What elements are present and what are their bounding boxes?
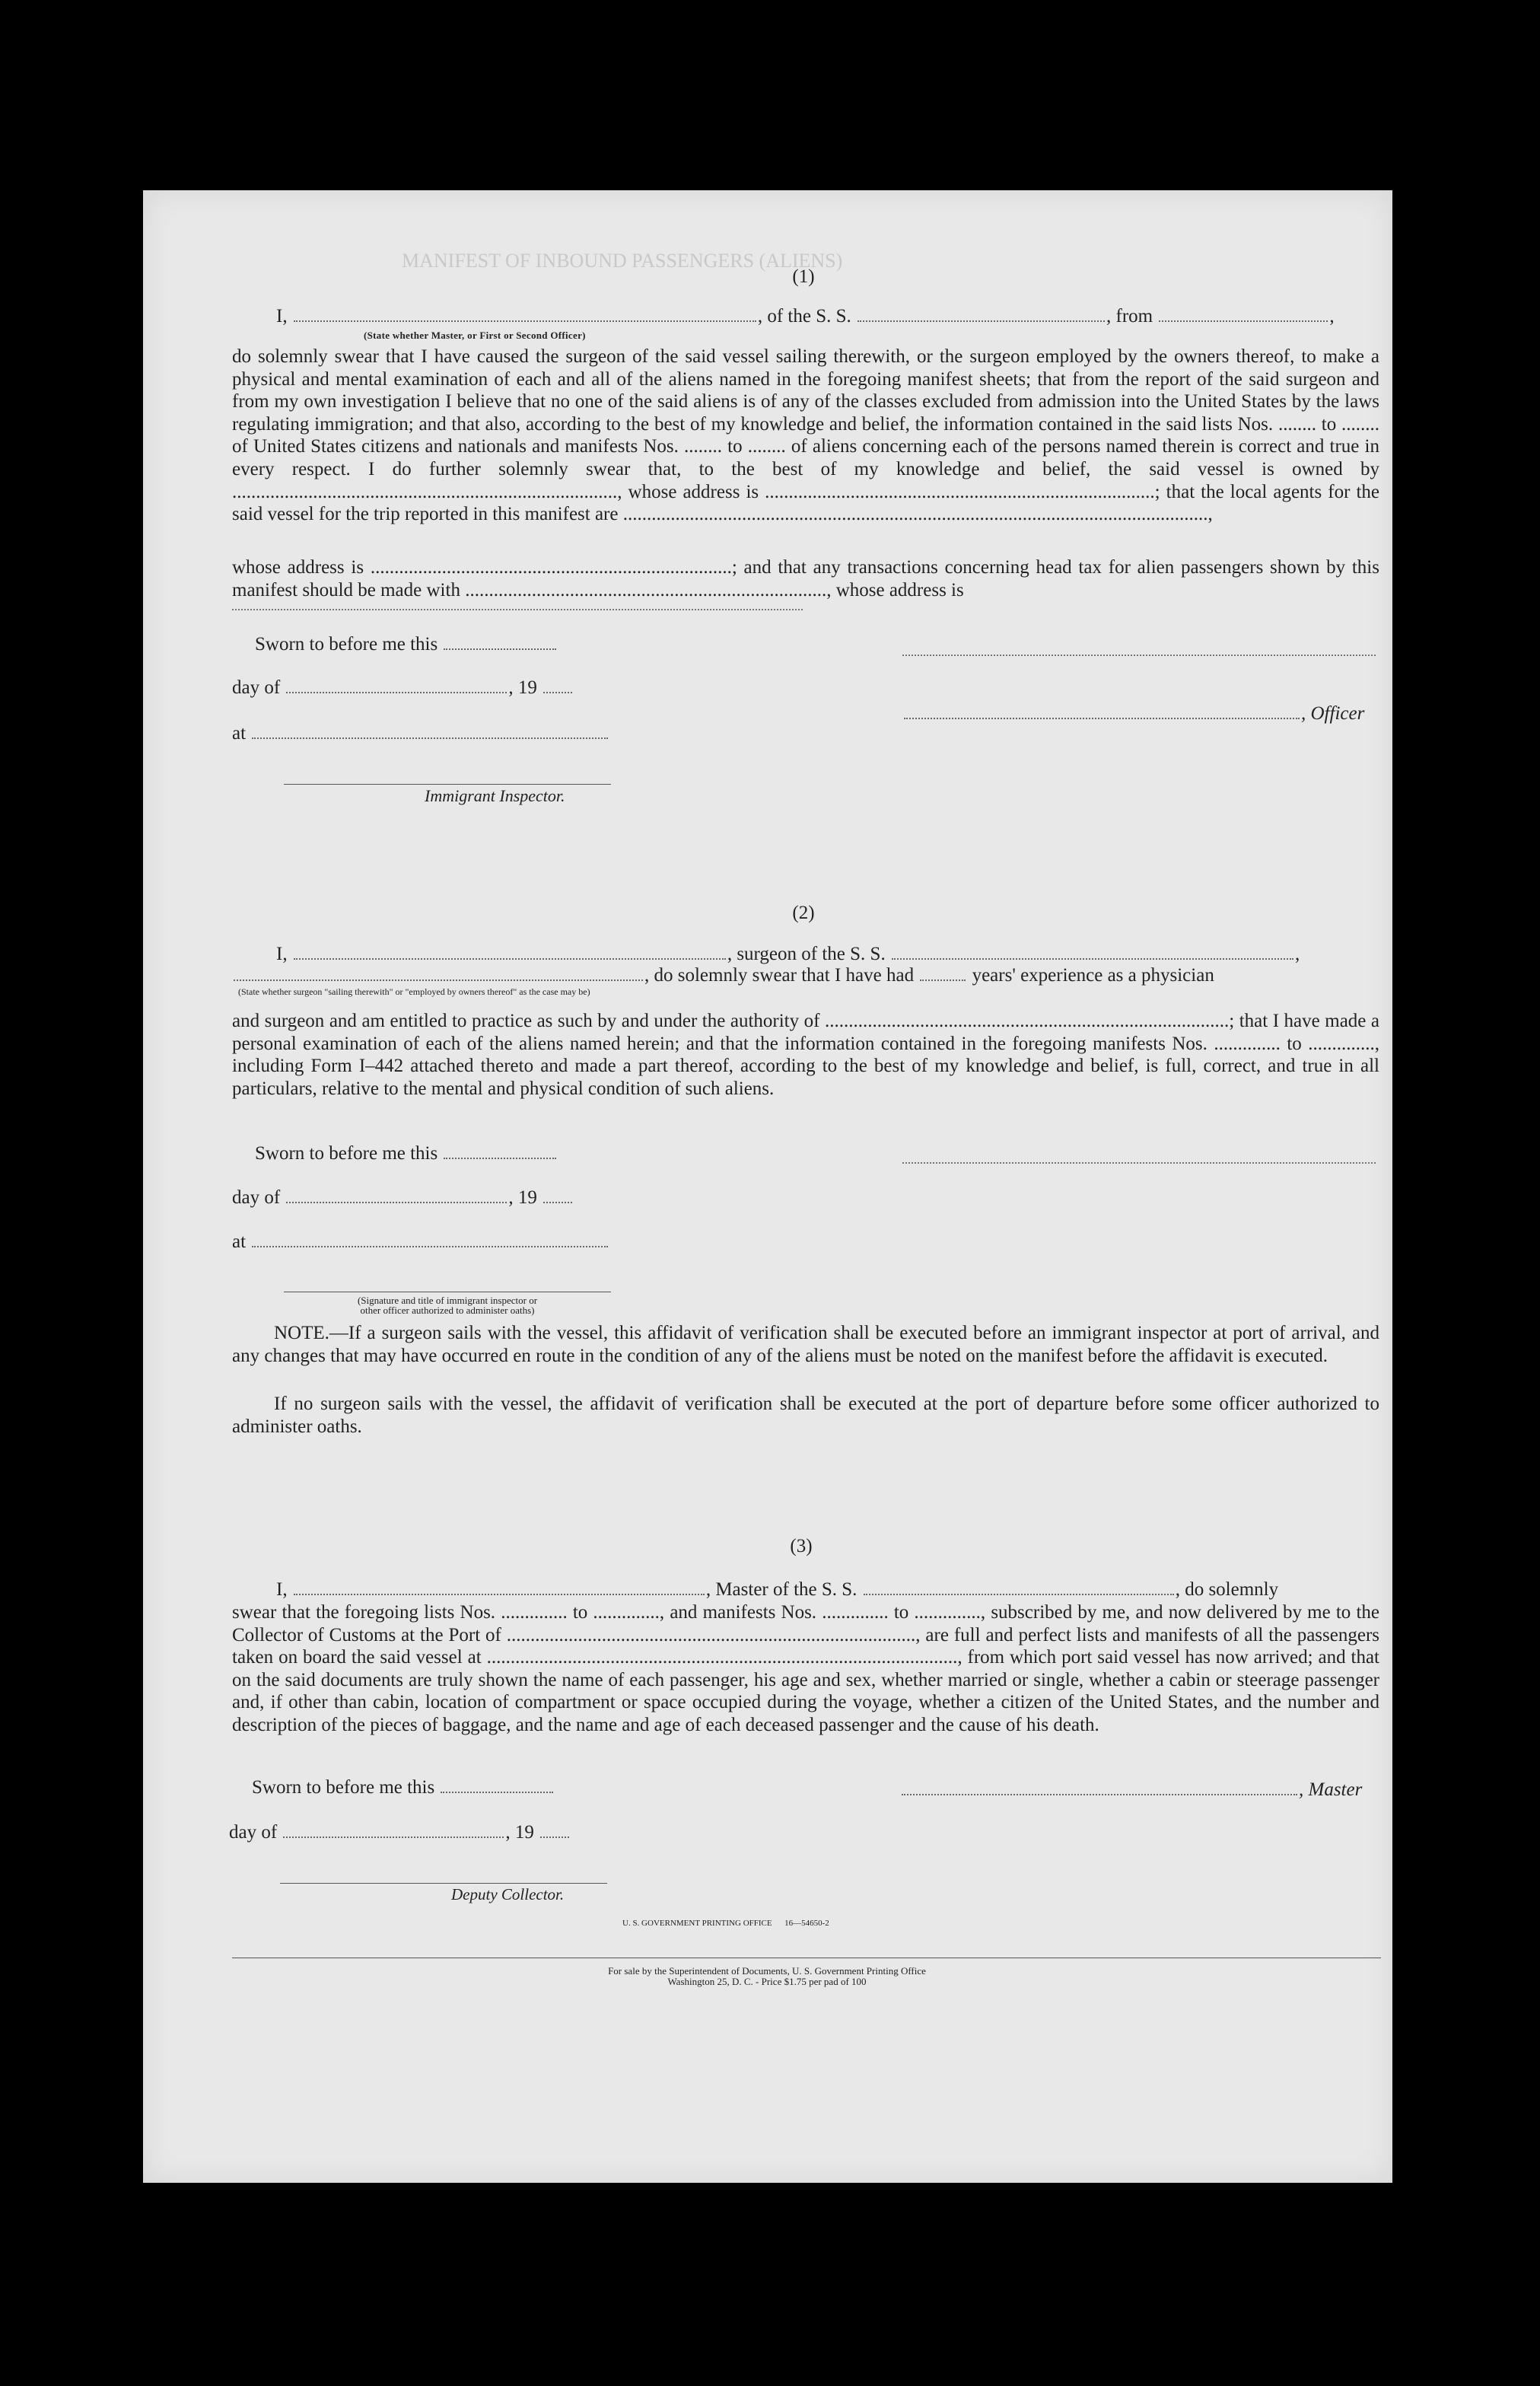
punch-hole — [1437, 633, 1479, 676]
section3-body: swear that the foregoing lists Nos. .............. to .............., and manifests Nos. .............. to .............., subscribed by me, and now delivered by me to the Collector of Customs at the Port of ......................................................................................, are full and perfect lists and manifests of all the passengers taken on board the said vessel at ..................................................................................................., from which port said vessel has now arrived; and that on the said documents are truly shown the name of each passenger, his age and sex, whether married or single, whether a cabin or steerage passenger and, if other than cabin, location of compartment or space occupied during the voyage, whether a citizen of the United States, and the number and description of the pieces of baggage, and the name and age of each deceased passenger and the cause of his death. — [232, 1602, 1379, 1735]
punch-hole — [1436, 1703, 1478, 1746]
section2-at-label: at — [232, 1231, 247, 1252]
section2-years-label: years' experience as a physician — [972, 965, 1214, 986]
inspector-signature-line[interactable] — [284, 784, 611, 785]
section3-first-line — [276, 1579, 1278, 1601]
master-name-field[interactable] — [294, 1593, 705, 1595]
section2-year-label: , 19 — [508, 1187, 537, 1208]
section1-extra-line — [232, 609, 803, 610]
section3-year-field[interactable] — [540, 1836, 569, 1838]
section2-day-of — [232, 1187, 574, 1209]
section3-day-of — [229, 1822, 571, 1843]
section1-body-2: whose address is ............................................................................; and that any transactions concerning head tax for alien passengers shown by this manifest should be made with ............................................................................, whose address is — [232, 557, 1379, 600]
section1-year-field[interactable] — [543, 691, 572, 693]
inspector-label: Immigrant Inspector. — [425, 786, 565, 805]
punch-hole — [1420, 836, 1468, 881]
section3-vessel-field[interactable] — [864, 1593, 1174, 1595]
punch-hole — [1421, 354, 1470, 404]
section1-first-line: I, , of the S. S. , from , — [276, 306, 1335, 327]
collector-signature-line[interactable] — [280, 1883, 607, 1884]
section2-sworn — [255, 1143, 558, 1164]
master-label: , Master — [1299, 1779, 1363, 1800]
section3-sworn-label: Sworn to before me this — [252, 1777, 435, 1798]
section2-first-line: I, , surgeon of the S. S. , — [276, 944, 1300, 964]
section2-i: I, — [276, 944, 288, 964]
section2-vessel-field[interactable] — [892, 957, 1293, 960]
section1-at-field[interactable] — [252, 737, 608, 739]
section1-year-label: , 19 — [508, 677, 537, 698]
section2-at-field[interactable] — [252, 1245, 608, 1247]
surgeon-name-field[interactable] — [294, 957, 726, 960]
section1-sworn-field[interactable] — [444, 648, 556, 650]
section3-sworn-field[interactable] — [441, 1791, 553, 1793]
section1-of-ss: , of the S. S. — [757, 306, 851, 327]
section2-year-field[interactable] — [543, 1201, 572, 1203]
section3-heading: (3) — [790, 1536, 813, 1556]
section3-sworn — [252, 1777, 555, 1798]
sig-caption-line-1: (Signature and title of immigrant inspector or — [357, 1295, 538, 1306]
section3-year-label: , 19 — [505, 1822, 534, 1843]
section3-master-of: , Master of the S. S. — [705, 1579, 858, 1600]
section1-i: I, — [276, 306, 288, 327]
section1-sworn-label: Sworn to before me this — [255, 634, 438, 655]
surgeon-signature-line[interactable] — [902, 1162, 1376, 1164]
punch-hole — [1415, 1979, 1461, 2023]
sale-notice — [463, 1966, 1071, 1987]
officer-signature-field[interactable] — [904, 717, 1300, 719]
section2-sub-label: (State whether surgeon "sailing therewith" or "employed by owners thereof" as the case may be) — [238, 986, 590, 997]
sale-line-1: For sale by the Superintendent of Documents, U. S. Government Printing Office — [608, 1965, 926, 1977]
punch-hole — [1417, 1613, 1465, 1662]
gpo-imprint: U. S. GOVERNMENT PRINTING OFFICE 16—54650-2 — [622, 1919, 829, 1928]
section2-sworn-label: Sworn to before me this — [255, 1143, 438, 1164]
section2-day-of-label: day of — [232, 1187, 281, 1208]
sig-caption-line-2: other officer authorized to administer oaths) — [360, 1304, 535, 1316]
collector-label: Deputy Collector. — [451, 1885, 565, 1903]
punch-hole — [1417, 1499, 1464, 1547]
punch-hole — [1417, 2093, 1462, 2139]
section2-sworn-field[interactable] — [444, 1157, 556, 1159]
section1-from: , from — [1106, 306, 1153, 327]
section2-surgeon-of: , surgeon of the S. S. — [727, 944, 886, 964]
officer-label: , Officer — [1301, 703, 1365, 724]
section2-heading: (2) — [792, 903, 815, 923]
sale-line-2: Washington 25, D. C. - Price $1.75 per pad of 100 — [667, 1976, 867, 1987]
officer-title-field[interactable] — [294, 320, 756, 322]
years-experience-field[interactable] — [920, 979, 966, 981]
note-paragraph-1: NOTE.—If a surgeon sails with the vessel, this affidavit of verification shall be executed before an immigrant inspector at port of arrival, and any changes that may have occurred en route in the condition of any of the aliens must be noted on the manifest before the affidavit is executed. — [232, 1323, 1379, 1366]
section1-sworn — [255, 634, 558, 655]
from-port-field[interactable] — [1159, 320, 1328, 322]
section2-body: and surgeon and am entitled to practice as such by and under the authority of .....................................................................................; that I have made a personal examination of each of the aliens named herein; and that the information contained in the foregoing manifests Nos. .............. to .............., including Form I–442 attached thereto and made a part thereof, according to the best of my knowledge and belief, is full, correct, and true in all particulars, relative to the mental and physical condition of such aliens. — [232, 1011, 1379, 1099]
vessel-name-field[interactable] — [858, 320, 1105, 322]
section2-swear: , do solemnly swear that I have had — [644, 965, 915, 986]
master-signature-field[interactable] — [902, 1793, 1297, 1795]
punch-hole — [1423, 242, 1470, 289]
section1-body: do solemnly swear that I have caused the surgeon of the said vessel sailing therewith, or the surgeon employed by the owners thereof, to make a physical and mental examination of each and all of the aliens named in the foregoing manifest sheets; that from the report of the said surgeon and from my own investigation I believe that no one of the said aliens is of any of the classes excluded from admission into the United States by the laws regulating immigration; and that also, according to the best of my knowledge and belief, the information contained in the said lists Nos. ........ to ........ of United States citizens and nationals and manifests Nos. ........ to ........ of aliens concerning each of the persons named therein is correct and true in every respect. I do further solemnly swear that, to the best of my knowledge and belief, the said vessel is owned by ................................................................................., whose address is ..................................................................................; that the local agents for the said vessel for the trip reported in this manifest are ..........................................................................................................................., — [232, 346, 1379, 525]
officer-signature-line-1[interactable] — [902, 655, 1376, 656]
bleed-through-text: MANIFEST OF INBOUND PASSENGERS (ALIENS) — [402, 250, 843, 272]
section1-sub-label: (State whether Master, or First or Second Officer) — [364, 330, 586, 341]
section1-day-of-label: day of — [232, 677, 281, 698]
section1-officer-line — [902, 703, 1364, 725]
section1-day-field[interactable] — [286, 691, 507, 693]
section1-heading: (1) — [792, 266, 815, 287]
section3-day-field[interactable] — [283, 1836, 504, 1838]
section1-at-label: at — [232, 723, 247, 744]
section3-solemnly: , do solemnly — [1175, 1579, 1279, 1600]
form-page — [143, 190, 1392, 2183]
section2-at — [232, 1231, 609, 1253]
section1-at — [232, 723, 609, 744]
section2-sig-caption — [284, 1295, 611, 1315]
punch-hole — [1417, 713, 1467, 753]
section1-day-of — [232, 677, 574, 699]
section2-day-field[interactable] — [286, 1201, 507, 1203]
section2-second-line — [232, 965, 1214, 986]
section3-i: I, — [276, 1579, 288, 1600]
section3-master-line — [900, 1779, 1362, 1801]
surgeon-status-field[interactable] — [234, 979, 643, 981]
section3-day-of-label: day of — [229, 1822, 278, 1843]
note-paragraph-2: If no surgeon sails with the vessel, the affidavit of verification shall be executed at the port of departure before some officer authorized to administer oaths. — [232, 1394, 1379, 1437]
